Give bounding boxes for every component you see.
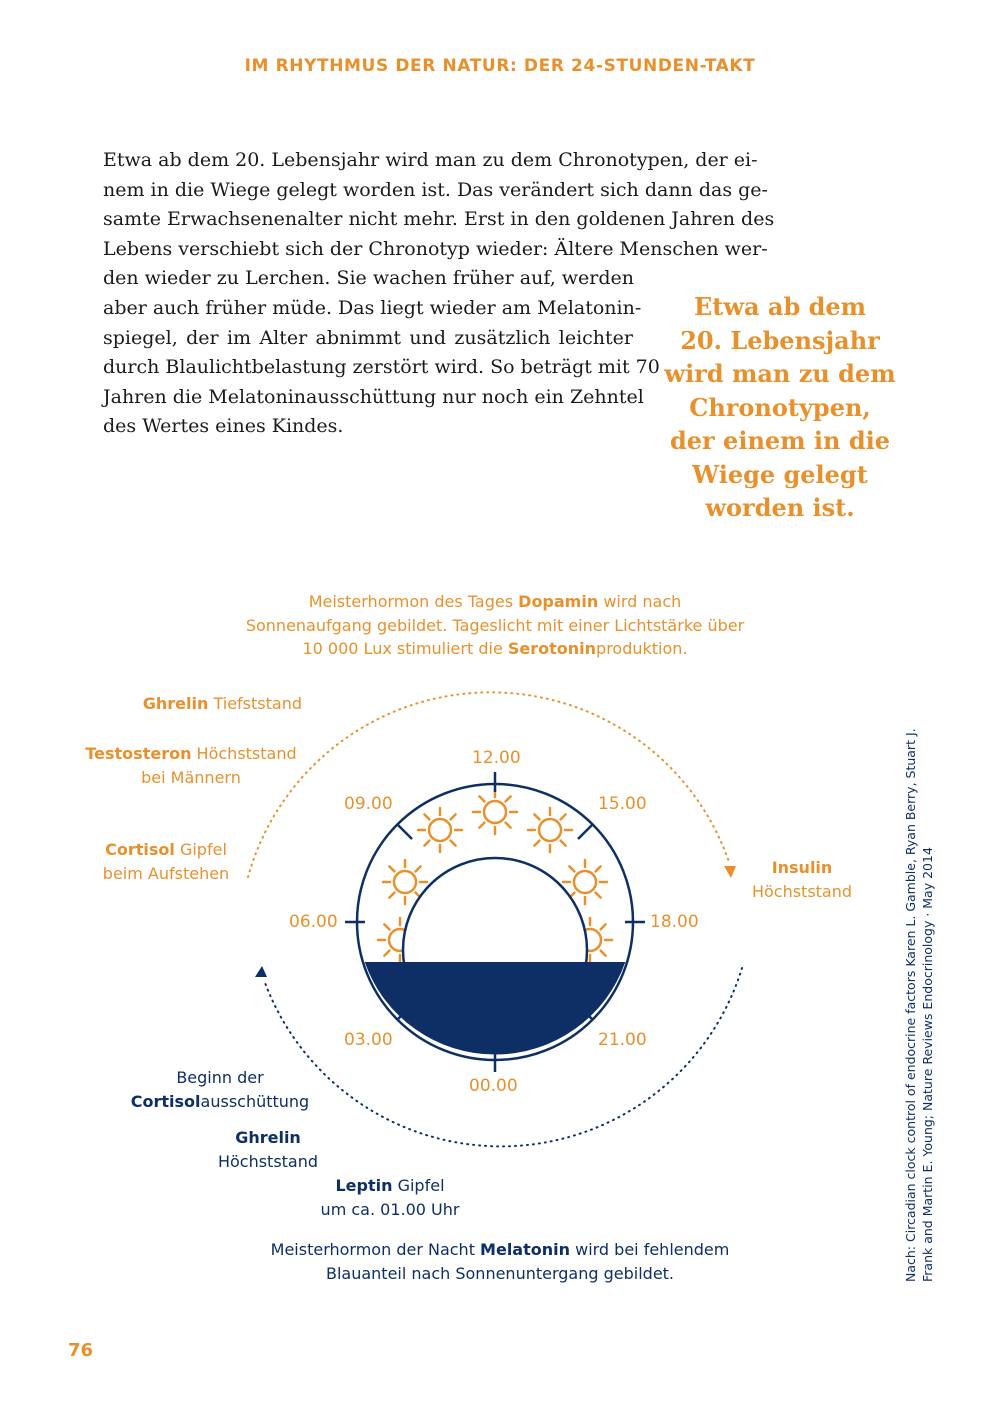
cortisol-peak-text: Gipfel <box>174 840 227 859</box>
body-line: spiegel, der im Alter abnimmt und zusätzlich leichter <box>103 326 633 349</box>
day-arrow-icon <box>724 866 736 878</box>
testosterone-text: bei Männern <box>141 767 241 787</box>
night-segment <box>365 962 626 1055</box>
body-line: Etwa ab dem 20. Lebensjahr wird man zu dem Chronotypen, der ei- <box>103 149 758 171</box>
cortisol-peak-label <box>90 838 242 885</box>
source-line: Nach: Circadian clock control of endocrine factors Karen L. Gamble, Ryan Berry, Stuart J. <box>903 728 918 1282</box>
insulin-label <box>742 856 862 903</box>
source-line: Frank and Martin E. Young; Nature Reviews Endocrinology · May 2014 <box>920 847 935 1282</box>
time-label-06: 06.00 <box>289 912 338 932</box>
time-label-12: 12.00 <box>472 748 521 768</box>
body-line: nem in die Wiege gelegt worden ist. Das verändert sich dann das ge- <box>103 178 768 201</box>
pull-quote-line: der einem in die <box>670 426 890 455</box>
serotonin-label: Serotonin <box>507 639 597 658</box>
source-citation <box>902 728 936 1282</box>
pull-quote-line: worden ist. <box>705 493 855 522</box>
night-note-text: Blauanteil nach Sonnenuntergang gebildet. <box>325 1263 675 1283</box>
time-label-09: 09.00 <box>344 794 393 814</box>
testosterone-name: Testosteron <box>85 744 192 763</box>
time-label-03: 03.00 <box>344 1030 393 1050</box>
ghrelin-high-label <box>208 1126 328 1173</box>
ghrelin-high-text: Höchststand <box>217 1151 319 1171</box>
insulin-text: Höchststand <box>751 881 853 901</box>
ghrelin-low-label <box>100 692 302 716</box>
melatonin-label: Melatonin <box>480 1240 571 1259</box>
ghrelin-name: Ghrelin <box>142 694 209 713</box>
body-line: des Wertes eines Kindes. <box>103 415 344 438</box>
testosterone-text: Höchststand <box>191 744 297 763</box>
cortisol-name: Cortisol <box>105 840 175 859</box>
day-note-text: wird nach <box>598 592 682 611</box>
day-note-text: produktion. <box>596 639 688 658</box>
dopamine-label: Dopamin <box>518 592 599 611</box>
leptin-name: Leptin <box>335 1176 393 1195</box>
ghrelin-low-text: Tiefststand <box>208 694 302 713</box>
day-note-text: 10 000 Lux stimuliert die <box>302 639 508 658</box>
pull-quote-line: 20. Lebensjahr <box>680 325 880 355</box>
time-label-18: 18.00 <box>650 912 699 932</box>
pull-quote-line: Chronotypen, <box>689 392 871 422</box>
insulin-name: Insulin <box>771 858 833 877</box>
day-note-text: Sonnenaufgang gebildet. Tageslicht mit einer Lichtstärke über <box>245 615 745 635</box>
time-label-00: 00.00 <box>469 1076 518 1096</box>
page-number: 76 <box>68 1340 94 1361</box>
sun-icon <box>418 808 462 852</box>
body-line: den wieder zu Lerchen. Sie wachen früher auf, werden <box>103 267 635 290</box>
leptin-text: Gipfel <box>392 1176 445 1195</box>
night-hormone-note <box>220 1238 780 1285</box>
body-line: aber auch früher müde. Das liegt wieder am Melatonin- <box>103 296 642 319</box>
cortisol-start-text: ausschüttung <box>200 1091 310 1111</box>
body-line: Lebens verschiebt sich der Chronotyp wieder: Ältere Menschen wer- <box>103 237 768 260</box>
pull-quote-line: wird man zu dem <box>664 359 896 388</box>
night-arrow-icon <box>255 966 267 977</box>
sun-icon <box>528 808 572 852</box>
time-label-21: 21.00 <box>598 1030 647 1050</box>
day-hormone-note <box>200 590 790 661</box>
cortisol-start-label <box>128 1066 312 1113</box>
day-note-text: Meisterhormon des Tages <box>308 592 519 611</box>
ghrelin-name: Ghrelin <box>235 1128 301 1147</box>
pull-quote-line: Wiege gelegt <box>692 459 868 489</box>
night-note-text: Meisterhormon der Nacht <box>270 1240 481 1259</box>
leptin-label <box>300 1174 480 1221</box>
sun-icon <box>473 790 517 834</box>
cortisol-name: Cortisol <box>130 1091 201 1111</box>
night-note-text: wird bei fehlendem <box>570 1240 730 1259</box>
running-header: IM RHYTHMUS DER NATUR: DER 24-STUNDEN-TAKT <box>244 56 756 76</box>
cortisol-start-text: Beginn der <box>176 1068 264 1087</box>
body-line: samte Erwachsenenalter nicht mehr. Erst in den goldenen Jahren des <box>103 208 775 231</box>
body-line: Jahren die Melatoninausschüttung nur noch ein Zehntel <box>103 385 644 408</box>
pull-quote-line: Etwa ab dem <box>693 292 867 321</box>
testosterone-label <box>80 742 302 789</box>
body-line: durch Blaulichtbelastung zerstört wird. So beträgt mit 70 <box>103 356 660 379</box>
time-label-15: 15.00 <box>598 794 647 814</box>
cortisol-peak-text: beim Aufstehen <box>102 863 230 883</box>
leptin-text: um ca. 01.00 Uhr <box>320 1199 460 1219</box>
